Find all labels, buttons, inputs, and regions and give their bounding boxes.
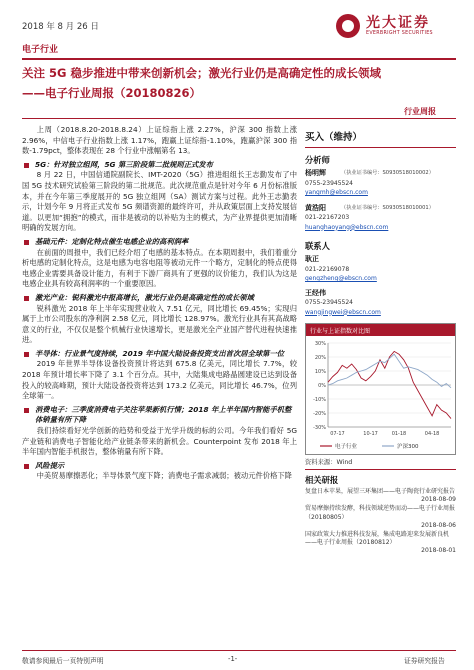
section-heading: 5G：针对独立组网，5G 第三阶段第二批规则正式发布 bbox=[22, 160, 297, 171]
bullet-square-icon bbox=[24, 408, 29, 413]
legend-label: 电子行业 bbox=[335, 444, 358, 450]
footer-divider bbox=[22, 650, 456, 651]
y-tick-label: 20% bbox=[314, 355, 326, 361]
report-type: 行业周报 bbox=[404, 107, 436, 116]
analyst-license: （执业证书编号：S0930518010001） bbox=[341, 204, 434, 211]
rating: 买入（维持） bbox=[305, 132, 363, 143]
analyst-card bbox=[305, 204, 456, 233]
section-paragraph: 8 月 22 日，中国信通院副院长、IMT-2020（5G）推进组组长王志勤发布了中国 5G 技术研究试验第三阶段的第二批规范。此次规范重点是针对今年 6 月份标准版本，并在今年第三季度展开的 5G 独立组网（SA）测试方案与过程。此外王志勤表示，计划今年 9 月将正式发布 5G 频谱资源的最终许可，并从政策层面上支持发展信道。以更加“拥抱”的模式，而非是被动的以补贴为主的模式，为产业界提供更加清晰明确的发展方向。 bbox=[22, 170, 297, 233]
industry-index-chart bbox=[305, 323, 456, 455]
analyst-title: 分析师 bbox=[305, 155, 330, 165]
contacts-title: 联系人 bbox=[305, 241, 330, 251]
header-divider bbox=[22, 58, 456, 60]
analyst-phone: 021-22167203 bbox=[305, 214, 350, 221]
related-report-item[interactable]: 复盘日本苹果，展望三环集团——电子陶瓷行业研究报告 bbox=[305, 488, 456, 495]
y-tick-label: 30% bbox=[314, 341, 326, 347]
section-paragraph: 2019 年世界半导体设备投资预计将达到 675.8 亿美元，同比增长 7.7%，较 2018 年预计增长率下降了 3.1 个百分点。其中，大陆集成电路晶圆建设已达到设备投入的较高峰期，预计大陆设备投资将达到 173.2 亿美元，同比增长 46.7%，位列全球第一。 bbox=[22, 359, 297, 401]
section-paragraph: 在前面的周报中，我们已经介绍了电感的基本特点。在本期周报中，我们着重分析电感的定制化特点，这是电感为电容电阻等被动元件一个略方，定制化的特点使得电感企业需要具备设计能力，有利于下游厂商具有了更强的议价能力，我们认为这是电感企业具有较高利润率的一个重要原因。 bbox=[22, 247, 297, 289]
company-logo bbox=[336, 12, 456, 42]
title-divider bbox=[22, 118, 456, 119]
section-heading: 基础元件：定制化特点催生电感企业的高利润率 bbox=[22, 237, 297, 248]
chart-title: 行业与上证指数对比图 bbox=[306, 324, 455, 336]
contact-phone: 0755-23945524 bbox=[305, 299, 353, 306]
section-paragraph: 我们持续看好光学创新的趋势和受益于光学升级的标的公司。今年我们看好 5G 产业链和消费电子智能化给产业链条带来的新机会。Counterpoint 发布 2018 年上半年国内智能手机报告，整体销量有所下降。 bbox=[22, 426, 297, 457]
related-report-date: 2018-08-09 bbox=[421, 496, 456, 504]
side-panel bbox=[305, 125, 456, 554]
x-tick-label: 10-17 bbox=[363, 431, 378, 437]
analyst-name: 杨明辉 bbox=[305, 169, 326, 177]
bullet-square-icon bbox=[24, 163, 29, 168]
analyst-phone: 0755-23945524 bbox=[305, 179, 353, 187]
chart-svg bbox=[306, 337, 455, 455]
related-report-item[interactable]: 贸易摩擦持续发酵，科技领域逆势而动——电子行业周报（20180805） bbox=[305, 505, 456, 521]
legend-label: 沪深300 bbox=[397, 444, 419, 450]
logo-mark-icon bbox=[336, 14, 360, 38]
report-subtitle: ——电子行业周报（20180826） bbox=[22, 86, 202, 100]
bullet-square-icon bbox=[24, 296, 29, 301]
analyst-email[interactable]: huanghaoyang@ebscn.com bbox=[305, 223, 389, 231]
related-report-item[interactable]: 国家政策大力推进科技发展，集成电路迎来发展新良机——电子行业周报（20180812） bbox=[305, 530, 450, 547]
contact-name: 王经伟 bbox=[305, 288, 326, 297]
related-report-date: 2018-08-01 bbox=[421, 547, 456, 555]
y-tick-label: -20% bbox=[313, 411, 326, 417]
industry-label: 电子行业 bbox=[22, 45, 59, 55]
section-heading: 风险提示 bbox=[22, 461, 297, 472]
report-date: 2018 年 8 月 26 日 bbox=[22, 22, 99, 32]
page-number: -1- bbox=[228, 655, 238, 663]
section-heading: 半导体：行业景气度持续，2019 年中国大陆设备投资支出首次居全球第一位 bbox=[22, 349, 297, 360]
related-reports-title: 相关研报 bbox=[305, 475, 339, 485]
bullet-square-icon bbox=[24, 240, 29, 245]
section-paragraph: 锐科激光 2018 年上半年实现营业收入 7.51 亿元，同比增长 69.45%；实现归属于上市公司股东的净利润 2.58 亿元，同比增长 128.97%。激光行业具有其高战略意义的行业，不仅仅是整个机械行业快速增长，更是激光全产业国产替代进程快速推进。 bbox=[22, 303, 297, 345]
report-title: 关注 5G 稳步推进中带来创新机会；激光行业仍是高确定性的成长领域 bbox=[22, 66, 381, 80]
analyst-email[interactable]: yangmh@ebscn.com bbox=[305, 189, 368, 196]
logo-text-en: EVERBRIGHT SECURITIES bbox=[366, 31, 433, 36]
bullet-square-icon bbox=[24, 464, 29, 469]
contact-card bbox=[305, 289, 456, 318]
contact-phone: 021-22169078 bbox=[305, 265, 350, 273]
bullet-square-icon bbox=[24, 352, 29, 357]
y-tick-label: -30% bbox=[313, 425, 326, 431]
contact-email[interactable]: gengzheng@ebscn.com bbox=[305, 275, 377, 282]
footer-disclaimer: 敬请参阅最后一页特别声明 bbox=[22, 657, 104, 665]
x-tick-label: 07-17 bbox=[330, 431, 345, 437]
analyst-license: （执业证书编号：S0930518010002） bbox=[341, 170, 434, 176]
chart-source: 资料来源：Wind bbox=[305, 459, 353, 466]
contact-email[interactable]: wangjingwei@ebscn.com bbox=[305, 308, 381, 316]
report-body bbox=[22, 125, 297, 482]
side-divider bbox=[305, 469, 456, 470]
contact-card bbox=[305, 255, 456, 284]
section-paragraph: 中美贸易摩擦恶化；半导体景气度下降；消费电子需求减弱；被动元件价格下降 bbox=[36, 471, 292, 481]
side-divider bbox=[305, 147, 456, 148]
y-tick-label: 10% bbox=[314, 369, 326, 375]
x-tick-label: 04-18 bbox=[424, 431, 440, 437]
analyst-card bbox=[305, 169, 456, 198]
logo-text-cn: 光大证券 bbox=[366, 15, 430, 31]
section-heading: 激光产业：锐科激光中报高增长，激光行业仍是高确定性的成长领域 bbox=[22, 293, 297, 304]
y-tick-label: 0% bbox=[318, 383, 326, 389]
related-report-date: 2018-08-06 bbox=[421, 521, 456, 529]
footer-label: 证券研究报告 bbox=[404, 657, 445, 665]
section-heading: 消费电子：三季度消费电子关注苹果新机行情；2018 年上半年国内智能手机整体销量有所下降 bbox=[22, 405, 297, 426]
y-tick-label: -10% bbox=[313, 397, 326, 403]
analyst-name: 黄浩阳 bbox=[305, 203, 326, 212]
intro-paragraph: 上周（2018.8.20-2018.8.24）上证综指上涨 2.27%，沪深 300 指数上涨 2.96%，中信电子行业指数上涨 1.17%，跑赢上证综指-1.10%，跑赢沪深 300 指数-1.79pct，整体表现在 28 个行业中涨幅第名 13。 bbox=[22, 125, 297, 156]
x-tick-label: 01-18 bbox=[391, 431, 407, 437]
contact-name: 耿正 bbox=[305, 255, 319, 263]
